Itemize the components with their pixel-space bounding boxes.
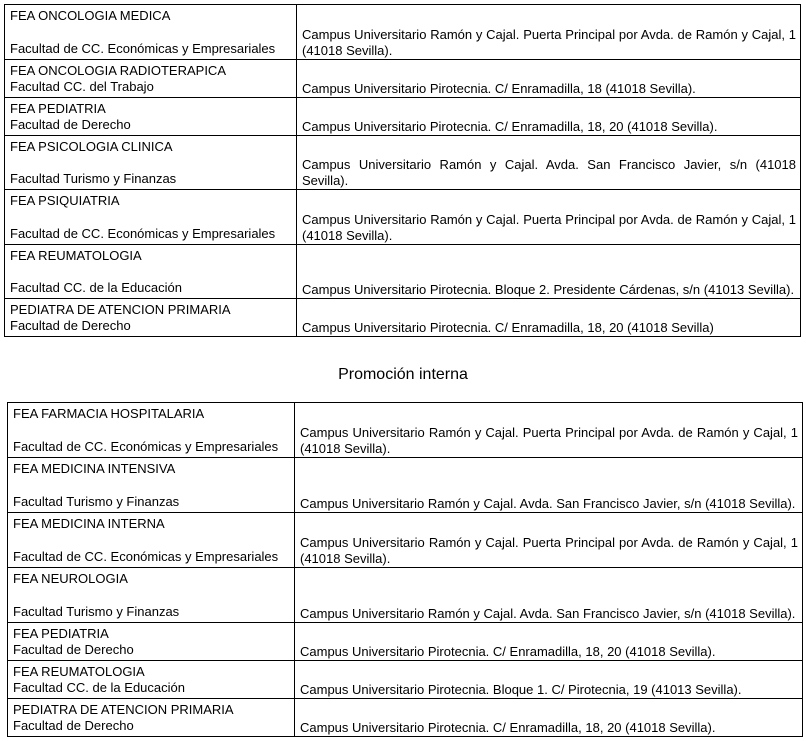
table-row [8, 661, 803, 699]
faculty-name: Facultad Turismo y Finanzas [10, 171, 177, 186]
address-cell: Campus Universitario Pirotecnia. C/ Enramadilla, 18, 20 (41018 Sevilla). [295, 623, 803, 661]
address-cell: Campus Universitario Ramón y Cajal. Puerta Principal por Avda. de Ramón y Cajal, 1 (41018 Sevilla). [295, 513, 803, 568]
specialty-name: FEA MEDICINA INTERNA [13, 516, 165, 531]
exam-locations-table-general [4, 4, 801, 337]
table-row [5, 190, 801, 245]
faculty-name: Facultad CC. de la Educación [10, 280, 182, 295]
table-row [8, 403, 803, 458]
table-row [8, 699, 803, 737]
table-row [8, 513, 803, 568]
faculty-name: Facultad Turismo y Finanzas [13, 494, 180, 509]
faculty-name: Facultad de CC. Económicas y Empresariales [10, 226, 276, 241]
table-row [8, 458, 803, 513]
specialty-name: FEA PSICOLOGIA CLINICA [10, 139, 173, 154]
faculty-name: Facultad de CC. Económicas y Empresariales [13, 549, 279, 564]
faculty-name: Facultad de Derecho [10, 117, 131, 132]
table-row [8, 568, 803, 623]
specialty-cell [8, 458, 295, 513]
specialty-cell [5, 136, 297, 190]
section-heading-promocion-interna: Promoción interna [338, 366, 468, 383]
specialty-cell [5, 245, 297, 299]
table-row [8, 623, 803, 661]
faculty-name: Facultad de Derecho [13, 718, 134, 733]
specialty-name: FEA PEDIATRIA [13, 626, 109, 641]
specialty-cell [8, 513, 295, 568]
specialty-name: FEA MEDICINA INTENSIVA [13, 461, 176, 476]
exam-locations-table-internal-promotion [7, 402, 803, 737]
specialty-name: FEA REUMATOLOGIA [13, 664, 145, 679]
address-cell: Campus Universitario Ramón y Cajal. Puerta Principal por Avda. de Ramón y Cajal, 1 (41018 Sevilla). [297, 190, 801, 245]
faculty-name: Facultad de Derecho [10, 318, 131, 333]
faculty-name: Facultad Turismo y Finanzas [13, 604, 180, 619]
faculty-name: Facultad CC. del Trabajo [10, 79, 154, 94]
address-cell: Campus Universitario Ramón y Cajal. Puerta Principal por Avda. de Ramón y Cajal, 1 (41018 Sevilla). [297, 5, 801, 60]
specialty-name: PEDIATRA DE ATENCION PRIMARIA [10, 302, 231, 317]
specialty-cell [8, 699, 295, 737]
specialty-name: FEA NEUROLOGIA [13, 571, 128, 586]
faculty-name: Facultad de CC. Económicas y Empresariales [10, 41, 276, 56]
faculty-name: Facultad CC. de la Educación [13, 680, 185, 695]
specialty-cell [5, 60, 297, 98]
specialty-cell [8, 568, 295, 623]
address-cell: Campus Universitario Ramón y Cajal. Avda. San Francisco Javier, s/n (41018 Sevilla). [295, 568, 803, 623]
specialty-cell [5, 299, 297, 337]
address-cell: Campus Universitario Pirotecnia. C/ Enramadilla, 18, 20 (41018 Sevilla). [297, 98, 801, 136]
specialty-cell [5, 98, 297, 136]
specialty-cell [8, 661, 295, 699]
address-cell: Campus Universitario Ramón y Cajal. Avda. San Francisco Javier, s/n (41018 Sevilla). [295, 458, 803, 513]
specialty-cell [8, 403, 295, 458]
specialty-name: FEA FARMACIA HOSPITALARIA [13, 406, 205, 421]
table-row [5, 299, 801, 337]
address-cell: Campus Universitario Pirotecnia. Bloque 1. C/ Pirotecnia, 19 (41013 Sevilla). [295, 661, 803, 699]
specialty-name: FEA PEDIATRIA [10, 101, 106, 116]
specialty-cell [8, 623, 295, 661]
address-cell: Campus Universitario Pirotecnia. C/ Enramadilla, 18, 20 (41018 Sevilla). [295, 699, 803, 737]
specialty-cell [5, 5, 297, 60]
table-row [5, 60, 801, 98]
specialty-name: PEDIATRA DE ATENCION PRIMARIA [13, 702, 234, 717]
specialty-name: FEA ONCOLOGIA MEDICA [10, 8, 171, 23]
faculty-name: Facultad de Derecho [13, 642, 134, 657]
address-cell: Campus Universitario Ramón y Cajal. Puerta Principal por Avda. de Ramón y Cajal, 1 (41018 Sevilla). [295, 403, 803, 458]
address-cell: Campus Universitario Pirotecnia. C/ Enramadilla, 18, 20 (41018 Sevilla) [297, 299, 801, 337]
faculty-name: Facultad de CC. Económicas y Empresariales [13, 439, 279, 454]
table-row [5, 136, 801, 190]
address-cell: Campus Universitario Pirotecnia. C/ Enramadilla, 18 (41018 Sevilla). [297, 60, 801, 98]
specialty-name: FEA REUMATOLOGIA [10, 248, 142, 263]
address-cell: Campus Universitario Ramón y Cajal. Avda. San Francisco Javier, s/n (41018 Sevilla). [297, 136, 801, 190]
table-row [5, 98, 801, 136]
table-row [5, 5, 801, 60]
table-row [5, 245, 801, 299]
specialty-name: FEA PSIQUIATRIA [10, 193, 120, 208]
specialty-name: FEA ONCOLOGIA RADIOTERAPICA [10, 63, 226, 78]
address-cell: Campus Universitario Pirotecnia. Bloque 2. Presidente Cárdenas, s/n (41013 Sevilla). [297, 245, 801, 299]
specialty-cell [5, 190, 297, 245]
